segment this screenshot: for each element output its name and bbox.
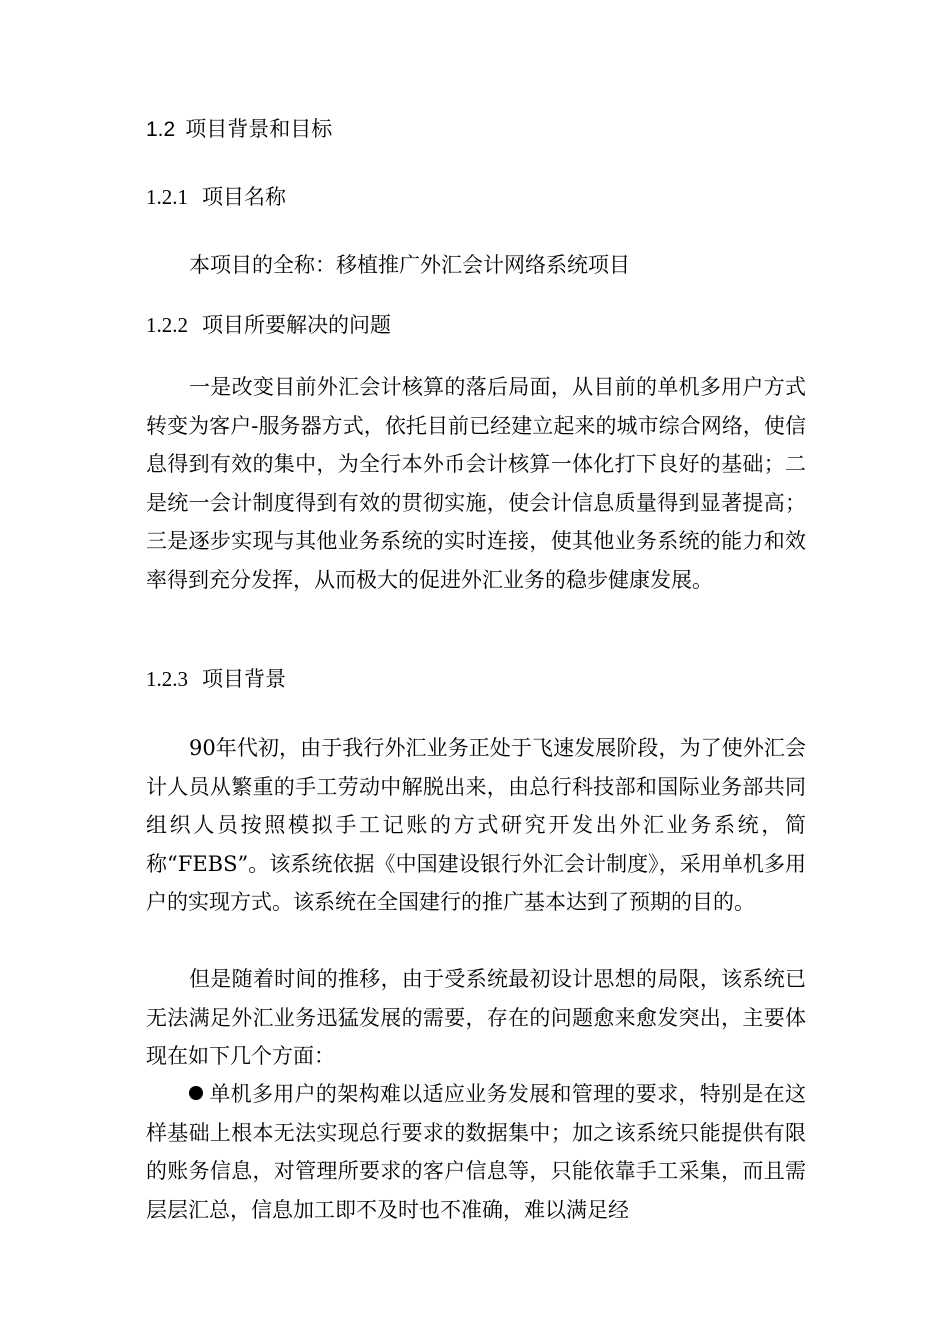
project-name-paragraph: 本项目的全称：移植推广外汇会计网络系统项目: [189, 253, 630, 277]
background-paragraph-1: 90年代初，由于我行外汇业务正处于飞速发展阶段，为了使外汇会计人员从繁重的手工劳动中解脱出来，由总行科技部和国际业务部共同组织人员按照模拟手工记账的方式研究开发出外汇业务系统，简称“FEBS”。该系统依据《中国建设银行外汇会计制度》，采用单机多用户的实现方式。该系统在全国建行的推广基本达到了预期的目的。: [146, 736, 806, 914]
section-title: 项目所要解决的问题: [202, 314, 391, 337]
bullet-dot-icon: [189, 1086, 203, 1100]
section-number: 1.2: [146, 118, 176, 141]
section-title: 项目名称: [202, 186, 286, 209]
problems-paragraph: 一是改变目前外汇会计核算的落后局面，从目前的单机多用户方式转变为客户-服务器方式，依托目前已经建立起来的城市综合网络，使信息得到有效的集中，为全行本外币会计核算一体化打下良好的基础；二是统一会计制度得到有效的贯彻实施，使会计信息质量得到显著提高；三是逐步实现与其他业务系统的实时连接，使其他业务系统的能力和效率得到充分发挥，从而极大的促进外汇业务的稳步健康发展。: [146, 375, 806, 592]
section-title: 项目背景: [202, 668, 286, 691]
bullet-text: 单机多用户的架构难以适应业务发展和管理的要求，特别是在这样基础上根本无法实现总行要求的数据集中；加之该系统只能提供有限的账务信息，对管理所要求的客户信息等，只能依靠手工采集，而且需层层汇总，信息加工即不及时也不准确，难以满足经: [146, 1082, 806, 1222]
section-number: 1.2.3: [146, 667, 188, 691]
section-title: 项目背景和目标: [185, 118, 333, 141]
bullet-item-1: [146, 1075, 806, 1229]
section-heading-1-2-2: [146, 311, 391, 340]
section-number: 1.2.1: [146, 185, 188, 209]
section-number: 1.2.2: [146, 313, 188, 337]
background-paragraph-2: 但是随着时间的推移，由于受系统最初设计思想的局限，该系统已无法满足外汇业务迅猛发展的需要，存在的问题愈来愈发突出，主要体现在如下几个方面：: [146, 967, 806, 1068]
section-heading-1-2: [146, 116, 332, 144]
section-heading-1-2-3: [146, 665, 286, 694]
section-heading-1-2-1: [146, 183, 286, 212]
